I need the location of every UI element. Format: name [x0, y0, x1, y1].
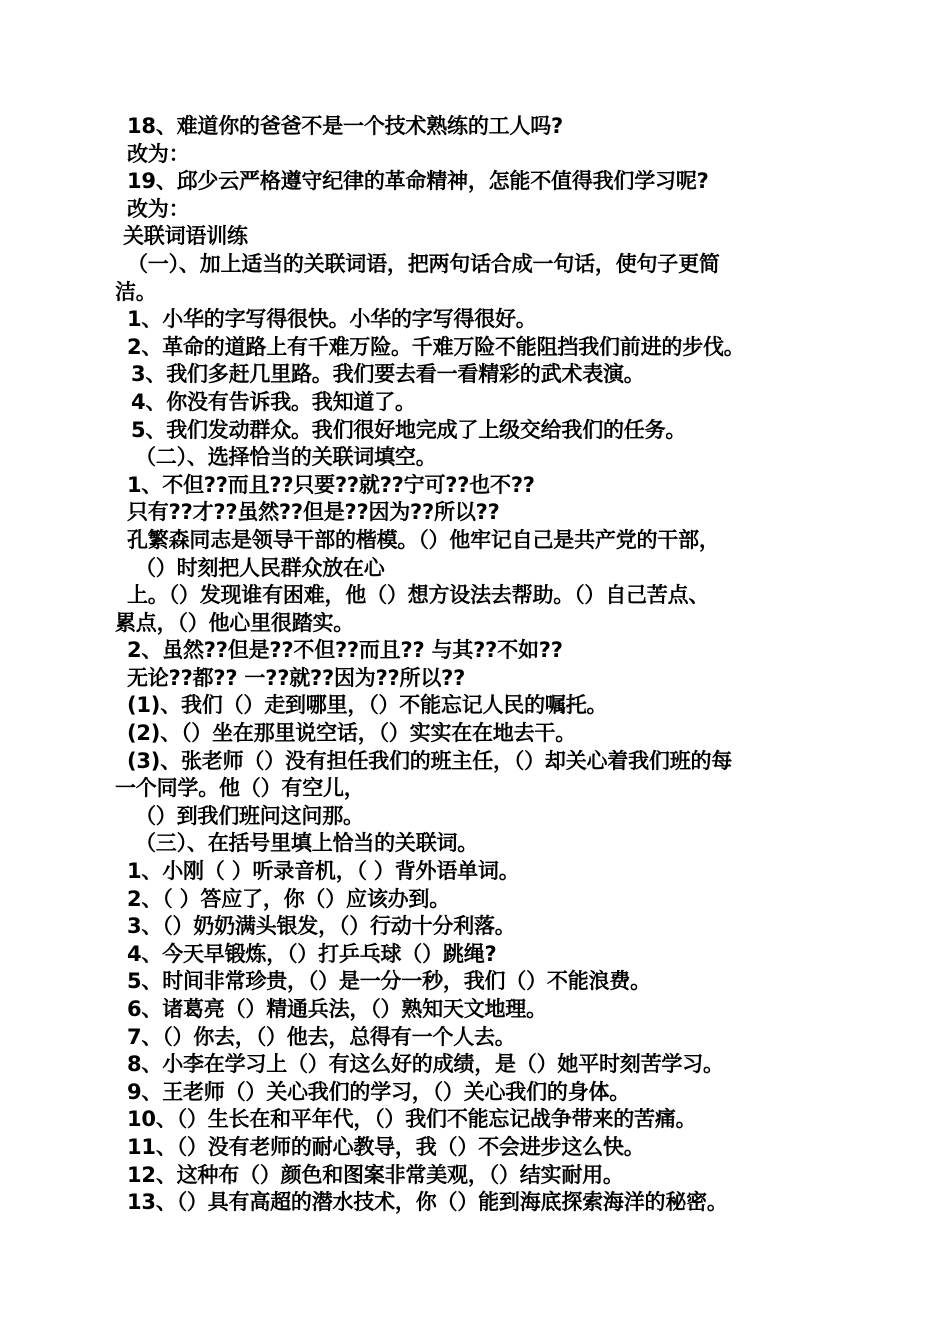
part-two-heading: （二）、选择恰当的关联词填空。 [135, 445, 437, 470]
exercise-item: （）到我们班问这问那。 [135, 803, 364, 828]
exercise-item: 5、我们发动群众。我们很好地完成了上级交给我们的任务。 [131, 417, 687, 442]
exercise-item: 8、小李在学习上（）有这么好的成绩，是（）她平时刻苦学习。 [127, 1052, 724, 1077]
rewrite-prompt: 改为： [127, 196, 190, 221]
question-18: 18、难道你的爸爸不是一个技术熟练的工人吗? [127, 114, 564, 138]
part-three-heading: （三）、在括号里填上恰当的关联词。 [135, 831, 479, 856]
exercise-item: 6、诸葛亮（）精通兵法，（）熟知天文地理。 [127, 997, 547, 1021]
passage-line: 累点，（）他心里很踏实。 [115, 610, 355, 635]
exercise-item: 5、时间非常珍贵，（）是一分一秒，我们（）不能浪费。 [127, 969, 651, 994]
exercise-item: (3)、张老师（）没有担任我们的班主任，（）却关心着我们班的每 [127, 748, 733, 773]
exercise-item: 12、这种布（）颜色和图案非常美观，（）结实耐用。 [127, 1162, 624, 1187]
word-choices: 无论??都?? 一??就??因为??所以?? [127, 665, 466, 690]
rewrite-prompt: 改为： [127, 141, 190, 166]
exercise-item: 3、（）奶奶满头银发，（）行动十分利落。 [127, 914, 516, 939]
section-heading: 关联词语训练 [123, 224, 248, 249]
exercise-item: 一个同学。他（）有空儿， [115, 776, 365, 801]
passage-line: 孔繁森同志是领导干部的楷模。（）他牢记自己是共产党的干部， [127, 527, 720, 552]
question-19: 19、邱少云严格遵守纪律的革命精神，怎能不值得我们学习呢? [127, 169, 709, 194]
word-choices: 只有??才??虽然??但是??因为??所以?? [127, 500, 500, 525]
exercise-item: (1)、我们（）走到哪里，（）不能忘记人民的嘱托。 [127, 693, 608, 718]
exercise-item: 7、（）你去，（）他去，总得有一个人去。 [127, 1024, 516, 1049]
text-line: 洁。 [115, 279, 157, 304]
exercise-item: 10、（）生长在和平年代，（）我们不能忘记战争带来的苦痛。 [127, 1107, 697, 1132]
exercise-item: 1、小华的字写得很快。小华的字写得很好。 [127, 307, 537, 332]
exercise-item: 2、革命的道路上有千难万险。千难万险不能阻挡我们前进的步伐。 [127, 334, 745, 359]
word-choices: 1、不但??而且??只要??就??宁可??也不?? [127, 472, 535, 497]
passage-line: （）时刻把人民群众放在心 [135, 555, 385, 580]
word-choices: 2、虽然??但是??不但??而且?? 与其??不如?? [127, 638, 563, 663]
exercise-item: 2、（ ）答应了，你（）应该办到。 [127, 886, 451, 911]
exercise-item: 4、今天早锻炼，（）打乒乓球（）跳绳? [127, 941, 497, 966]
exercise-item: 4、你没有告诉我。我知道了。 [131, 389, 416, 414]
exercise-item: 13、（）具有高超的潜水技术，你（）能到海底探索海洋的秘密。 [127, 1190, 728, 1215]
passage-line: 上。（）发现谁有困难，他（）想方设法去帮助。（）自己苦点、 [127, 583, 710, 608]
exercise-item: 9、王老师（）关心我们的学习，（）关心我们的身体。 [127, 1079, 631, 1104]
document-body [115, 113, 835, 1217]
exercise-item: 11、（）没有老师的耐心教导，我（）不会进步这么快。 [127, 1134, 645, 1159]
part-one-heading: （一）、加上适当的关联词语，把两句话合成一句话，使句子更简 [127, 251, 720, 276]
exercise-item: (2)、（）坐在那里说空话，（）实实在在地去干。 [127, 721, 577, 746]
exercise-item: 3、我们多赶几里路。我们要去看一看精彩的武术表演。 [131, 362, 645, 387]
exercise-item: 1、小刚（ ）听录音机，（ ）背外语单词。 [127, 859, 520, 884]
